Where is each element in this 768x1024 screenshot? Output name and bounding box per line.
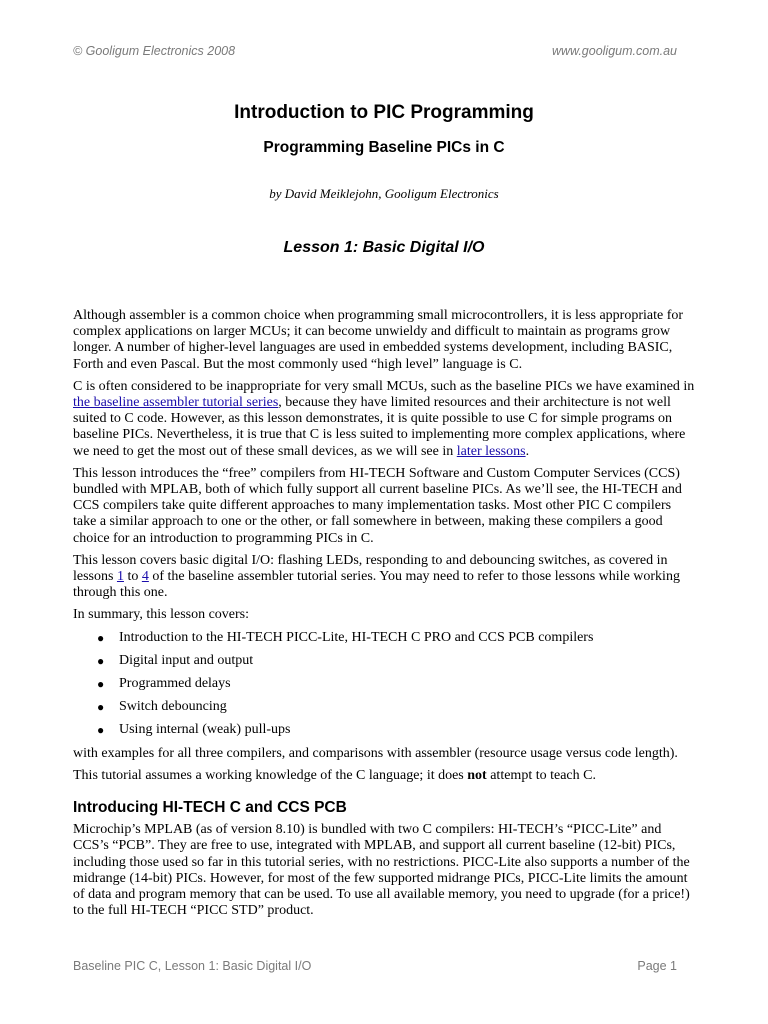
document-body	[73, 308, 695, 926]
paragraph-lesson-scope	[73, 553, 695, 602]
copyright-text: © Gooligum Electronics 2008	[73, 44, 236, 58]
text-run: This tutorial assumes a working knowledge of the C language; it does	[73, 767, 468, 783]
footer-title: Baseline PIC C, Lesson 1: Basic Digital I/O	[73, 959, 312, 973]
page-number: Page 1	[637, 959, 677, 973]
link-later-lessons[interactable]: later lessons	[456, 443, 526, 459]
bullet-icon: ●	[97, 677, 105, 692]
list-item-text: Programmed delays	[119, 676, 231, 692]
paragraph-compilers: This lesson introduces the “free” compilers from HI-TECH Software and Custom Computer Services (CCS) bundled with MPLAB, both of which fully support all current baseline PICs. As we’ll see, the HI-TECH and CCS compilers take quite different approaches to many implementation tasks. Most other PIC C compilers take a similar approach to one or the other, or fall somewhere in between, making these compilers a good choice for an introduction to programming PICs in C.	[73, 465, 682, 546]
bullet-icon: ●	[97, 653, 105, 668]
text-run: attempt to teach C.	[486, 767, 596, 783]
paragraph-intro: Although assembler is a common choice when programming small microcontrollers, it is less appropriate for complex applications on larger MCUs; it can become unwieldy and difficult to maintain as programs grow longer. A number of higher-level languages are used in embedded systems development, including BASIC, Forth and even Pascal. But the most commonly used “high level” language is C.	[73, 308, 684, 372]
page-header	[73, 44, 677, 58]
paragraph-c-suitability	[73, 379, 695, 460]
bullet-icon: ●	[97, 630, 105, 645]
document-subtitle: Programming Baseline PICs in C	[263, 139, 505, 156]
text-run: C is often considered to be inappropriate for very small MCUs, such as the baseline PICs we have examined in	[73, 378, 695, 394]
text-run: of the baseline assembler tutorial series. You may need to refer to those lessons while working through this one.	[73, 569, 680, 601]
list-item-text: Digital input and output	[119, 652, 254, 668]
website-text: www.gooligum.com.au	[551, 44, 677, 58]
link-lesson-1[interactable]: 1	[116, 569, 124, 585]
emphasis-text: not	[467, 767, 487, 783]
bullet-icon: ●	[97, 723, 105, 738]
summary-list	[73, 630, 695, 739]
paragraph-assumptions	[73, 768, 695, 784]
text-run: This lesson covers basic digital I/O: flashing LEDs, responding to and debouncing switches, as covered in lessons	[73, 552, 668, 585]
list-item	[73, 676, 695, 692]
author-byline: by David Meiklejohn, Gooligum Electronics	[269, 186, 499, 201]
lesson-title: Lesson 1: Basic Digital I/O	[283, 239, 485, 256]
text-run: , because they have limited resources and their architecture is not well suited to C code. However, as this lesson demonstrates, it is quite possible to use C for simple programs on baseline PICs. Nevertheless, it is true that C is less suited to implementing more complex applications, where we need to get the most out of these small devices, as we will see in	[73, 395, 686, 459]
list-item-text: Switch debouncing	[119, 699, 227, 715]
link-baseline-assembler-series[interactable]: the baseline assembler tutorial series	[73, 395, 279, 411]
document-title: Introduction to PIC Programming	[234, 102, 534, 123]
list-item-text: Introduction to the HI-TECH PICC-Lite, HI-TECH C PRO and CCS PCB compilers	[119, 629, 594, 645]
link-lesson-4[interactable]: 4	[141, 569, 149, 585]
paragraph-summary-intro: In summary, this lesson covers:	[73, 607, 250, 623]
list-item-text: Using internal (weak) pull-ups	[119, 722, 291, 738]
bullet-icon: ●	[97, 700, 105, 715]
list-item	[73, 722, 695, 738]
paragraph-examples: with examples for all three compilers, and comparisons with assembler (resource usage versus code length).	[73, 745, 678, 761]
list-item	[73, 653, 695, 669]
page-footer	[73, 959, 677, 973]
text-run: .	[525, 443, 530, 459]
section-heading: Introducing HI-TECH C and CCS PCB	[73, 799, 347, 817]
text-run: to	[123, 569, 142, 585]
list-item	[73, 630, 695, 646]
list-item	[73, 699, 695, 715]
paragraph-mplab-compilers: Microchip’s MPLAB (as of version 8.10) is bundled with two C compilers: HI-TECH’s “PICC-Lite” and CCS’s “PCB”. They are free to use, integrated with MPLAB, and support all current baseline (12-bit) PICs, including those used so far in this tutorial series, with no restrictions. PICC-Lite also supports a number of the midrange (14-bit) PICs. However, for most of the few supported midrange PICs, PICC-Lite limits the amount of data and program memory that can be used. To use all available memory, you need to upgrade (for a price!) to the full HI-TECH “PICC STD” product.	[73, 822, 690, 919]
